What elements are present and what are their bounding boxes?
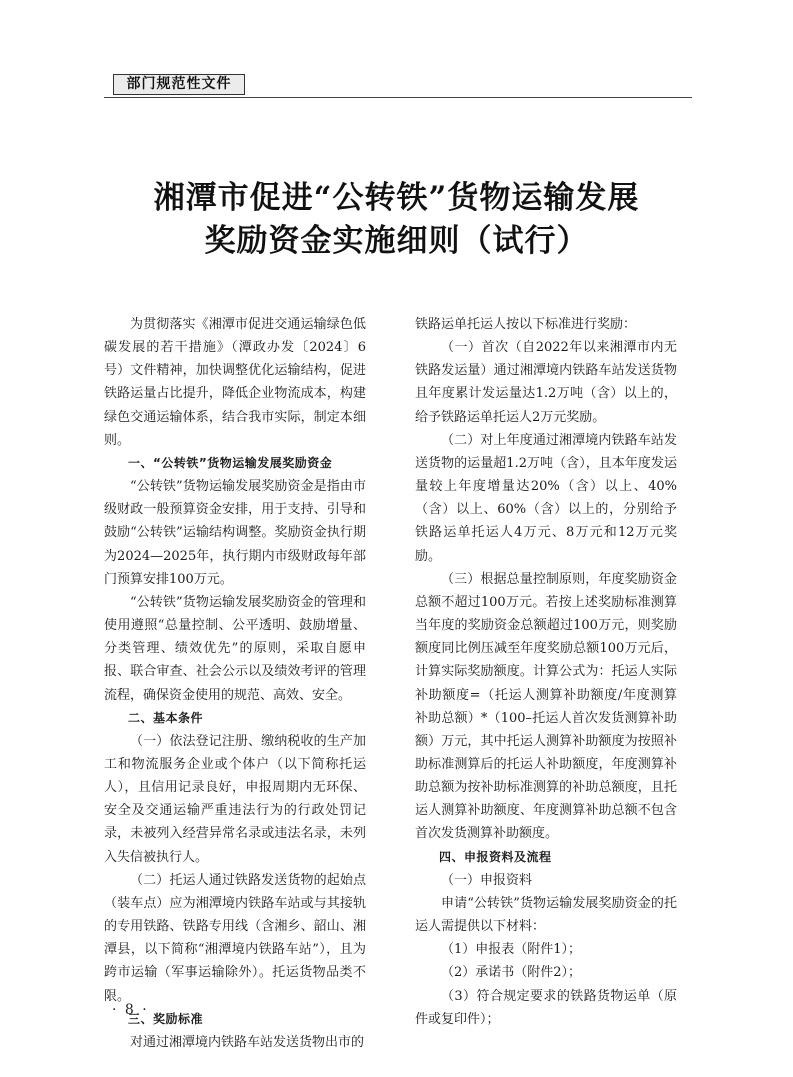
paragraph: （二）托运人通过铁路发送货物的起始点（装车点）应为湘潭境内铁路车站或与其接轨的专用铁路、铁路专用线（含湘乡、韶山、湘潭县，以下简称“湘潭境内铁路车站”），且为跨市运输（军事运输除外）。托运货物品类不限。 bbox=[104, 872, 366, 1004]
paragraph: （二）对上年度通过湘潭境内铁路车站发送货物的运量超1.2万吨（含），且本年度发运量较上年度增量达20%（含）以上、40%（含）以上、60%（含）以上的，分别给予铁路运单托运人4万元、8万元和12万元奖励。 bbox=[415, 432, 677, 564]
list-item: （3）符合规定要求的铁路货物运单（原件或复印件）； bbox=[415, 988, 677, 1027]
paragraph: （一）申报资料 bbox=[441, 872, 533, 888]
left-column bbox=[104, 313, 366, 1054]
paragraph: （一）首次（自2022年以来湘潭市内无铁路发运量）通过湘潭境内铁路车站发送货物且年度累计发运量达1.2万吨（含）以上的，给予铁路运单托运人2万元奖励。 bbox=[415, 340, 677, 425]
section-tag: 部门规范性文件 bbox=[113, 74, 245, 95]
section-heading: 四、申报资料及流程 bbox=[439, 849, 552, 864]
list-item: （2）承诺书（附件2）； bbox=[441, 965, 582, 981]
page-number: · 8 · bbox=[112, 1002, 149, 1018]
paragraph: 申请“公转铁”货物运输发展奖励资金的托运人需提供以下材料： bbox=[415, 895, 677, 935]
paragraph: “公转铁”货物运输发展奖励资金是指由市级财政一般预算资金安排，用于支持、引导和鼓励“公转铁”运输结构调整。奖励资金执行期为2024—2025年，执行期内市级财政每年部门预算安排100万元。 bbox=[104, 479, 366, 587]
section-heading: 三、奖励标准 bbox=[128, 1011, 204, 1026]
paragraph: 对通过湘潭境内铁路车站发送货物出市的 bbox=[130, 1034, 365, 1050]
paragraph: “公转铁”货物运输发展奖励资金的管理和使用遵照“总量控制、公平透明、鼓励增量、分类管理、绩效优先”的原则，采取自愿申报、联合审查、社会公示以及绩效考评的管理流程，确保资金使用的规范、高效、安全。 bbox=[104, 594, 366, 703]
paragraph: 铁路运单托运人按以下标准进行奖励： bbox=[415, 317, 637, 332]
section-heading: 二、基本条件 bbox=[128, 710, 204, 725]
right-column bbox=[415, 313, 677, 1031]
paragraph: （一）依法登记注册、缴纳税收的生产加工和物流服务企业或个体户（以下简称托运人），且信用记录良好，申报周期内无环保、安全及交通运输严重违法行为的行政处罚记录，未被列入经营异常名录或违法名录，未列入失信被执行人。 bbox=[104, 733, 366, 865]
paragraph: 为贯彻落实《湘潭市促进交通运输绿色低碳发展的若干措施》（潭政办发〔2024〕6号）文件精神，加快调整优化运输结构，促进铁路运量占比提升，降低企业物流成本，构建绿色交通运输体系，结合我市实际，制定本细则。 bbox=[104, 317, 366, 448]
header-rule bbox=[104, 97, 692, 98]
document-title-line-2: 奖励资金实施细则（试行） bbox=[204, 223, 589, 259]
document-title-line-1: 湘潭市促进“公转铁”货物运输发展 bbox=[153, 180, 640, 216]
list-item: （1）申报表（附件1）； bbox=[441, 942, 582, 958]
section-heading: 一、“公转铁”货物运输发展奖励资金 bbox=[128, 455, 333, 470]
paragraph: （三）根据总量控制原则，年度奖励资金总额不超过100万元。若按上述奖励标准测算当年度的奖励资金总额超过100万元，则奖励额度同比例压减至年度奖励总额100万元后，计算实际奖励额度。计算公式为：托运人实际补助额度=（托运人测算补助额度/年度测算补助总额）*（100–托运人首次发货测算补助额）万元，其中托运人测算补助额度为按照补助标准测算后的托运人补助额度，年度测算补助总额为按补助标准测算的补助总额度，且托运人测算补助额度、年度测算补助总额不包含首次发货测算补助额度。 bbox=[415, 571, 677, 842]
